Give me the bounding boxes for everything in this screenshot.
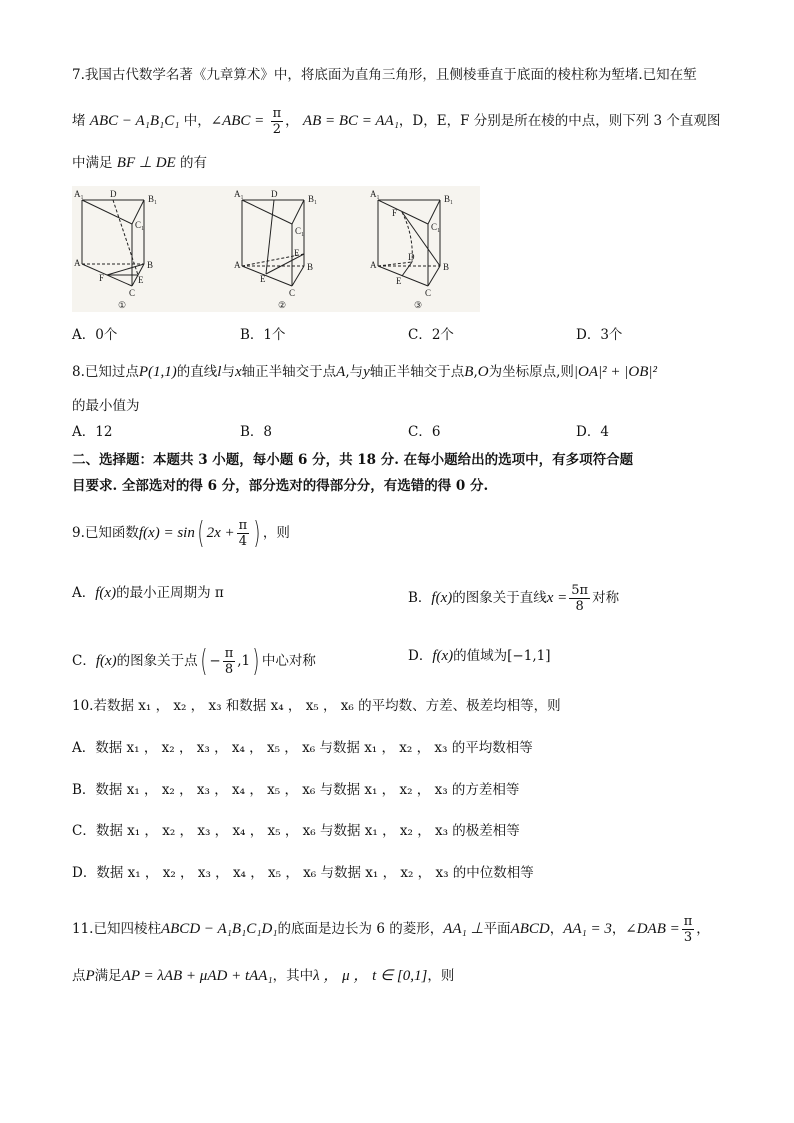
fig3-label-B1: B₁ <box>444 194 454 204</box>
q8-option-a[interactable]: A．12 <box>72 424 113 440</box>
q9-option-c[interactable]: C．f(x)的图象关于点( − $\frac{\pi}{8}$ ,1) 中心对称 <box>72 643 316 679</box>
fig2-label-B1: B₁ <box>308 194 318 204</box>
fig2-label-D: D <box>271 189 278 199</box>
prism-name: ABC − A₁B₁C₁ <box>89 113 180 129</box>
q8-line1: 8.已知过点P(1,1)的直线l与x轴正半轴交于点A,与y轴正半轴交于点B,O为坐标原点,则|OA|² + |OB|² <box>72 364 657 380</box>
q7-line3: 中满足 BF ⊥ DE 的有 <box>72 155 207 171</box>
q8-line2: 的最小值为 <box>72 398 140 414</box>
q8-expression: |OA|² + |OB|² <box>573 364 657 380</box>
q9-option-b[interactable]: B．f(x)的图象关于直线x = $\frac{5\pi}{8}$ 对称 <box>408 583 620 614</box>
q7-line1: 7.我国古代数学名著《九章算术》中，将底面为直角三角形，且侧棱垂直于底面的棱柱称为堑堵.已知在堑 <box>72 67 697 83</box>
fig1-label-A: A <box>74 258 81 268</box>
fig2-label-C1: C₁ <box>295 226 305 236</box>
fig2-label-A1: A₁ <box>234 189 244 199</box>
fig1-label-C1: C₁ <box>135 220 145 230</box>
fig3-label-F: F <box>392 208 398 218</box>
fig2-label-B: B <box>307 262 314 272</box>
fig3-label-D: D <box>408 252 415 262</box>
fig2-label-E: E <box>260 274 266 284</box>
fig1-label-B: B <box>147 260 154 270</box>
q10-option-c[interactable]: C．数据 x₁ ， x₂ ， x₃ ， x₄ ， x₅ ， x₆ 与数据 x₁ ， x₂ ， x₃ 的极差相等 <box>72 823 520 839</box>
fig2-label-A: A <box>234 260 241 270</box>
q7-option-a[interactable]: A．0个 <box>72 327 118 343</box>
prism-figures <box>72 186 480 312</box>
fig2-label-F: F <box>294 248 300 258</box>
q7-option-d[interactable]: D．3个 <box>576 327 623 343</box>
fig3-label-C1: C₁ <box>431 222 441 232</box>
q9-stem: 9.已知函数f(x) = sin( 2x + $\frac{\pi}{4}$ ) ，则 <box>72 515 290 551</box>
fig3-label-E: E <box>396 276 402 286</box>
section2-heading-line2: 目要求. 全部选对的得 6 分，部分选对的得部分分，有选错的得 0 分. <box>72 478 489 494</box>
q10-option-b[interactable]: B．数据 x₁ ， x₂ ， x₃ ， x₄ ， x₅ ， x₆ 与数据 x₁ ， x₂ ， x₃ 的方差相等 <box>72 782 520 798</box>
q8-option-b[interactable]: B．8 <box>240 424 273 440</box>
fig1-caption: ① <box>118 300 127 310</box>
q9-option-a[interactable]: A．f(x)的最小正周期为 π <box>72 585 224 601</box>
q10-option-d[interactable]: D．数据 x₁ ， x₂ ， x₃ ， x₄ ， x₅ ， x₆ 与数据 x₁ ， x₂ ， x₃ 的中位数相等 <box>72 865 534 881</box>
prism-figure-2 <box>208 186 344 312</box>
fig1-label-D: D <box>110 189 117 199</box>
fig1-label-F: F <box>99 273 105 283</box>
q11-line1: 11.已知四棱柱ABCD − A₁B₁C₁D₁的底面是边长为 6 的菱形，AA₁ ⊥平面ABCD，AA₁ = 3，∠DAB = $\frac{\pi}{3}$ ， <box>72 914 710 945</box>
q9-option-d[interactable]: D．f(x)的值域为[−1,1] <box>408 648 551 664</box>
fig3-label-B: B <box>443 262 450 272</box>
q7-option-b[interactable]: B．1个 <box>240 327 286 343</box>
fraction: $\frac{\pi}{2}$ <box>272 106 282 137</box>
q10-option-a[interactable]: A．数据 x₁ ， x₂ ， x₃ ， x₄ ， x₅ ， x₆ 与数据 x₁ ， x₂ ， x₃ 的平均数相等 <box>72 740 533 756</box>
fig1-label-C: C <box>129 288 136 298</box>
prism-figure-1 <box>72 186 208 312</box>
fig1-label-B1: B₁ <box>148 194 158 204</box>
q11-line2: 点P满足AP = λAB + μAD + tAA₁，其中λ ， μ ， t ∈ [0,1]，则 <box>72 968 455 984</box>
fig3-caption: ③ <box>414 300 423 310</box>
fig1-label-E: E <box>138 275 144 285</box>
fig1-label-A1: A₁ <box>74 189 84 199</box>
q7-line2: 堵 ABC − A₁B₁C₁ 中，∠ABC = $\frac{\pi}{2}$ ， AB = BC = AA₁，D，E，F 分别是所在棱的中点，则下列 3 个直观图 <box>72 106 721 137</box>
q7-option-c[interactable]: C．2个 <box>408 327 454 343</box>
vector-expression: AP = λAB + μAD + tAA₁ <box>121 968 273 984</box>
q8-option-d[interactable]: D．4 <box>576 424 609 440</box>
section2-heading-line1: 二、选择题：本题共 3 小题，每小题 6 分，共 18 分. 在每小题给出的选项中，有多项符合题 <box>72 452 634 468</box>
fig3-label-A: A <box>370 260 377 270</box>
fig2-caption: ② <box>278 300 287 310</box>
fig3-label-C: C <box>425 288 432 298</box>
q8-option-c[interactable]: C．6 <box>408 424 441 440</box>
q10-stem: 10.若数据 x₁ ， x₂ ， x₃ 和数据 x₄ ， x₅ ， x₆ 的平均数、方差、极差均相等，则 <box>72 698 561 714</box>
fig3-label-A1: A₁ <box>370 189 380 199</box>
fig2-label-C: C <box>289 288 296 298</box>
prism-figure-3 <box>344 186 480 312</box>
